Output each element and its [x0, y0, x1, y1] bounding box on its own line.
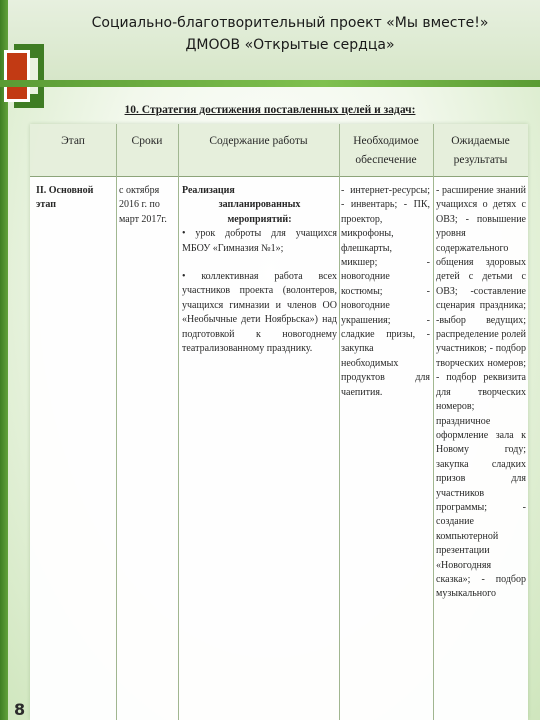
- content-item-2: • коллективная работа всех участников проекта (волонтеров, учащихся гимназии и членов ОО «Необычные дети Ноябрьска») над подготовкой к новогоднему театрализованному празднику.: [182, 271, 337, 355]
- cell-resources: - интернет-ресурсы; - инвентарь; - ПК, проектор, микрофоны, флешкарты, микшер; - новогодние костюмы; - новогодние украшения; - сладкие призы, - закупка необходимых продуктов для чаепития.: [341, 185, 430, 398]
- column-divider: [116, 124, 117, 720]
- title-line-2: ДМООВ «Открытые сердца»: [185, 37, 395, 53]
- header-resources: [339, 132, 433, 170]
- header-content: Содержание работы: [209, 135, 308, 147]
- header-resources-line-1: Необходимое: [353, 135, 419, 147]
- left-decor-strip: [0, 0, 8, 720]
- content-item-1: • урок доброты для учащихся МБОУ «Гимназия №1»;: [182, 228, 337, 254]
- page-title: [60, 12, 520, 56]
- header-stage: Этап: [61, 135, 85, 147]
- cell-terms: с октября 2016 г. по март 2017г.: [119, 185, 167, 225]
- page-number: 8: [14, 700, 26, 719]
- cell-content: [182, 184, 337, 356]
- header-results: [433, 132, 528, 170]
- content-heading-2: запланированных: [218, 199, 301, 211]
- header-terms: Сроки: [131, 135, 163, 147]
- decor-bar-light: [30, 58, 38, 94]
- title-line-1: Социально-благотворительный проект «Мы вместе!»: [91, 15, 489, 31]
- column-divider: [339, 124, 340, 720]
- section-subtitle: 10. Стратегия достижения поставленных целей и задач:: [124, 104, 416, 116]
- header-resources-line-2: обеспечение: [355, 154, 417, 166]
- content-heading-1: Реализация: [182, 185, 235, 196]
- header-green-band: [0, 80, 540, 87]
- strategy-table: [30, 124, 528, 720]
- cell-results: - расширение знаний учащихся о детях с ОВЗ; - повышение уровня содержательного общения здоровых детей с детьми с ОВЗ; -составление сценария праздника; -выбор ведущих; распределение ролей участников; - подбор творческих номеров; - подбор реквизита для творческих номеров; праздничное оформление зала к Новому году; закупка сладких призов для участников программы; - создание компьютерной презентации «Новогодняя сказка»; - подбор музыкального: [436, 185, 526, 600]
- header-results-line-2: результаты: [453, 154, 508, 166]
- content-heading-3: мероприятий:: [227, 213, 292, 225]
- header-results-line-1: Ожидаемые: [451, 135, 510, 147]
- cell-stage: II. Основной этап: [36, 185, 94, 211]
- column-divider: [433, 124, 434, 720]
- decor-red-square: [4, 50, 30, 102]
